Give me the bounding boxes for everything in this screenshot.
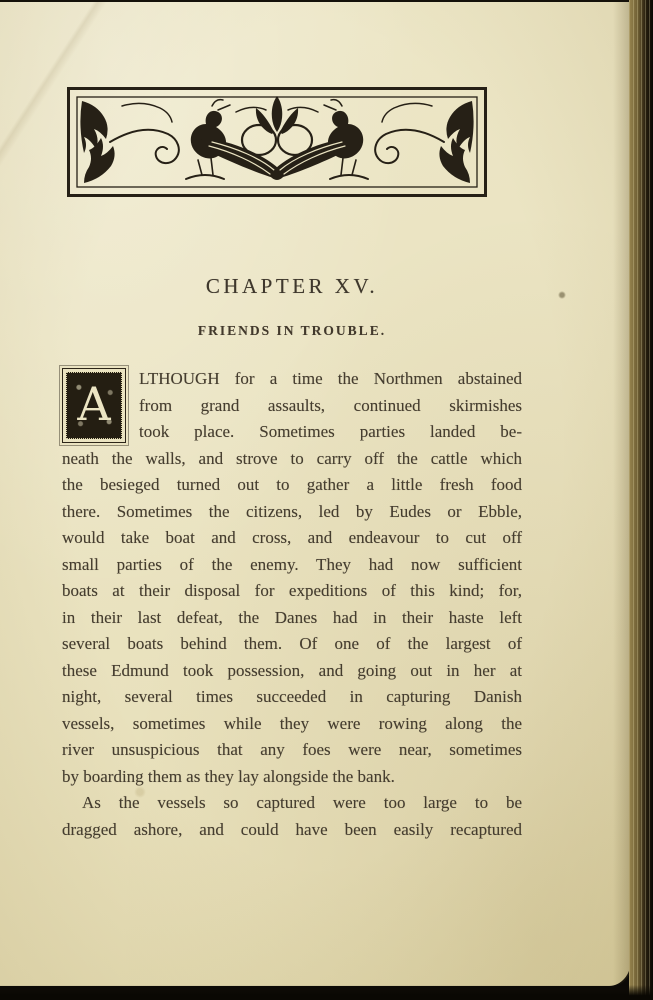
chapter-title: CHAPTER XV. (205, 274, 379, 298)
ornament-left-half (80, 100, 281, 183)
text-line: several boats behind them. Of one of the largest of (62, 634, 522, 653)
text-line: neath the walls, and strove to carry off the cattle which (62, 448, 522, 468)
body-text (62, 366, 522, 843)
bird-legs (198, 158, 213, 175)
drop-cap (62, 368, 126, 443)
text-line: night, several times succeeded in capturing Danish (62, 687, 522, 706)
ornament-right-half (273, 100, 474, 183)
text-line: vessels, sometimes while they were rowing along the (62, 713, 522, 733)
ornament-banner-image (66, 86, 488, 198)
scroll-stem (110, 130, 179, 163)
text-line: river unsuspicious that any foes were near, sometimes (62, 740, 522, 759)
book-page (0, 2, 631, 986)
text-line: the besieged turned out to gather a little fresh food (62, 475, 522, 494)
acanthus-leaf-top-left (80, 101, 107, 153)
text-line: there. Sometimes the citizens, led by Eudes or Ebble, (62, 501, 522, 521)
bird-crest (212, 100, 223, 106)
page-stack-edge (629, 0, 653, 1000)
bird-beak (218, 105, 230, 110)
text-line: by boarding them as they lay alongside the bank. (62, 766, 395, 786)
text-line: small parties of the enemy. They had now sufficient (62, 554, 522, 574)
text-line: would take boat and cross, and endeavour to cut off (62, 528, 522, 547)
text-line: from grand assaults, continued skirmishes (139, 395, 522, 415)
text-line: these Edmund took possession, and going out in her at (62, 660, 522, 680)
text-line: took place. Sometimes parties landed be- (139, 422, 522, 441)
paragraph-2 (62, 790, 522, 843)
acanthus-leaf-bottom-left (84, 138, 115, 183)
drop-cap-ornate-box (66, 372, 122, 439)
center-curl (236, 107, 266, 112)
drop-cap-letter: A (77, 376, 111, 431)
paragraph-1 (62, 366, 522, 790)
text-line: dragged ashore, and could have been easily recaptured (62, 819, 522, 839)
scan-bottom-edge (0, 985, 653, 1000)
text-line: As the vessels so captured were too large to be (82, 793, 522, 812)
scroll-stem-upper (122, 103, 172, 122)
text-line: in their last defeat, the Danes had in their haste left (62, 607, 522, 627)
bird-mound (186, 175, 224, 179)
text-line: LTHOUGH for a time the Northmen abstained (139, 369, 522, 388)
text-line: boats at their disposal for expeditions of this kind; for, (62, 581, 522, 600)
section-title: FRIENDS IN TROUBLE. (197, 323, 387, 338)
